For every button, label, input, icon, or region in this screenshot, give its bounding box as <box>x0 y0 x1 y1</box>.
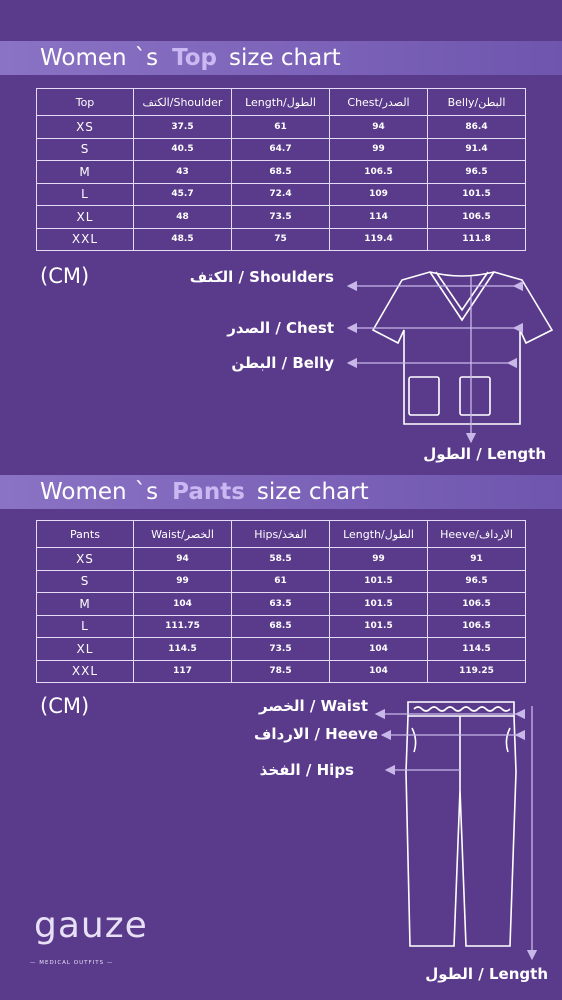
value-cell: 48.5 <box>134 228 232 251</box>
value-cell: 111.8 <box>428 228 526 251</box>
value-cell: 61 <box>232 116 330 139</box>
value-cell: 73.5 <box>232 638 330 661</box>
title-highlight: Top <box>172 45 217 71</box>
size-cell: XL <box>37 638 134 661</box>
value-cell: 91.4 <box>428 138 526 161</box>
header-cell: Pants <box>37 521 134 548</box>
size-cell: XS <box>37 116 134 139</box>
brand-tagline: — MEDICAL OUTFITS — <box>30 960 114 966</box>
value-cell: 73.5 <box>232 206 330 229</box>
value-cell: 94 <box>330 116 428 139</box>
top-measure-arrows <box>352 276 518 438</box>
value-cell: 37.5 <box>134 116 232 139</box>
heeve-label: الارداف / Heeve <box>254 725 378 743</box>
size-cell: XXL <box>37 660 134 683</box>
header-cell: Waist/الخصر <box>134 521 232 548</box>
title-highlight: Pants <box>172 479 245 505</box>
value-cell: 101.5 <box>428 183 526 206</box>
size-cell: M <box>37 593 134 616</box>
header-cell: Belly/البطن <box>428 89 526 116</box>
value-cell: 119.4 <box>330 228 428 251</box>
value-cell: 43 <box>134 161 232 184</box>
value-cell: 68.5 <box>232 615 330 638</box>
header-cell: Chest/الصدر <box>330 89 428 116</box>
shoulders-label: الكتف / Shoulders <box>189 268 334 286</box>
value-cell: 106.5 <box>330 161 428 184</box>
title-prefix: Women <box>40 45 127 71</box>
value-cell: 78.5 <box>232 660 330 683</box>
brand-name: gauze <box>34 905 148 946</box>
pants-unit-label: (CM) <box>40 694 90 718</box>
header-cell: الكتف/Shoulder <box>134 89 232 116</box>
value-cell: 99 <box>330 548 428 571</box>
value-cell: 61 <box>232 570 330 593</box>
top-length-label: الطول / Length <box>423 445 546 463</box>
hips-label: الفخذ / Hips <box>259 761 354 779</box>
size-cell: S <box>37 570 134 593</box>
value-cell: 106.5 <box>428 615 526 638</box>
value-cell: 45.7 <box>134 183 232 206</box>
chest-label: الصدر / Chest <box>227 319 334 337</box>
size-cell: L <box>37 183 134 206</box>
value-cell: 96.5 <box>428 570 526 593</box>
header-cell: Hips/الفخذ <box>232 521 330 548</box>
value-cell: 99 <box>330 138 428 161</box>
size-cell: L <box>37 615 134 638</box>
value-cell: 104 <box>330 638 428 661</box>
size-cell: XL <box>37 206 134 229</box>
pants-drawing <box>406 702 516 946</box>
title-apos: `s <box>134 45 159 71</box>
brand-tagline-text: MEDICAL OUTFITS <box>39 960 105 966</box>
value-cell: 114.5 <box>134 638 232 661</box>
value-cell: 99 <box>134 570 232 593</box>
value-cell: 75 <box>232 228 330 251</box>
value-cell: 86.4 <box>428 116 526 139</box>
header-cell: Length/الطول <box>232 89 330 116</box>
pants-length-label: الطول / Length <box>425 965 548 983</box>
top-unit-label: (CM) <box>40 264 90 288</box>
size-cell: S <box>37 138 134 161</box>
title-prefix: Women <box>40 479 127 505</box>
size-cell: XS <box>37 548 134 571</box>
value-cell: 101.5 <box>330 593 428 616</box>
value-cell: 72.4 <box>232 183 330 206</box>
value-cell: 48 <box>134 206 232 229</box>
header-cell: Heeve/الارداف <box>428 521 526 548</box>
value-cell: 68.5 <box>232 161 330 184</box>
value-cell: 106.5 <box>428 593 526 616</box>
pants-measure-arrows <box>380 706 532 955</box>
scrub-top-drawing <box>373 272 552 424</box>
header-cell: Top <box>37 89 134 116</box>
size-cell: XXL <box>37 228 134 251</box>
value-cell: 111.75 <box>134 615 232 638</box>
value-cell: 63.5 <box>232 593 330 616</box>
title-suffix: size chart <box>256 479 369 505</box>
header-cell: Length/الطول <box>330 521 428 548</box>
value-cell: 101.5 <box>330 570 428 593</box>
belly-label: البطن / Belly <box>231 354 334 372</box>
value-cell: 91 <box>428 548 526 571</box>
value-cell: 40.5 <box>134 138 232 161</box>
value-cell: 104 <box>330 660 428 683</box>
value-cell: 114 <box>330 206 428 229</box>
value-cell: 114.5 <box>428 638 526 661</box>
value-cell: 94 <box>134 548 232 571</box>
waist-label: الخصر / Waist <box>259 697 368 715</box>
title-suffix: size chart <box>229 45 341 71</box>
brand-logo <box>30 905 148 975</box>
value-cell: 106.5 <box>428 206 526 229</box>
value-cell: 104 <box>134 593 232 616</box>
value-cell: 58.5 <box>232 548 330 571</box>
title-apos: `s <box>134 479 159 505</box>
value-cell: 119.25 <box>428 660 526 683</box>
value-cell: 64.7 <box>232 138 330 161</box>
value-cell: 96.5 <box>428 161 526 184</box>
value-cell: 109 <box>330 183 428 206</box>
size-cell: M <box>37 161 134 184</box>
value-cell: 101.5 <box>330 615 428 638</box>
value-cell: 117 <box>134 660 232 683</box>
